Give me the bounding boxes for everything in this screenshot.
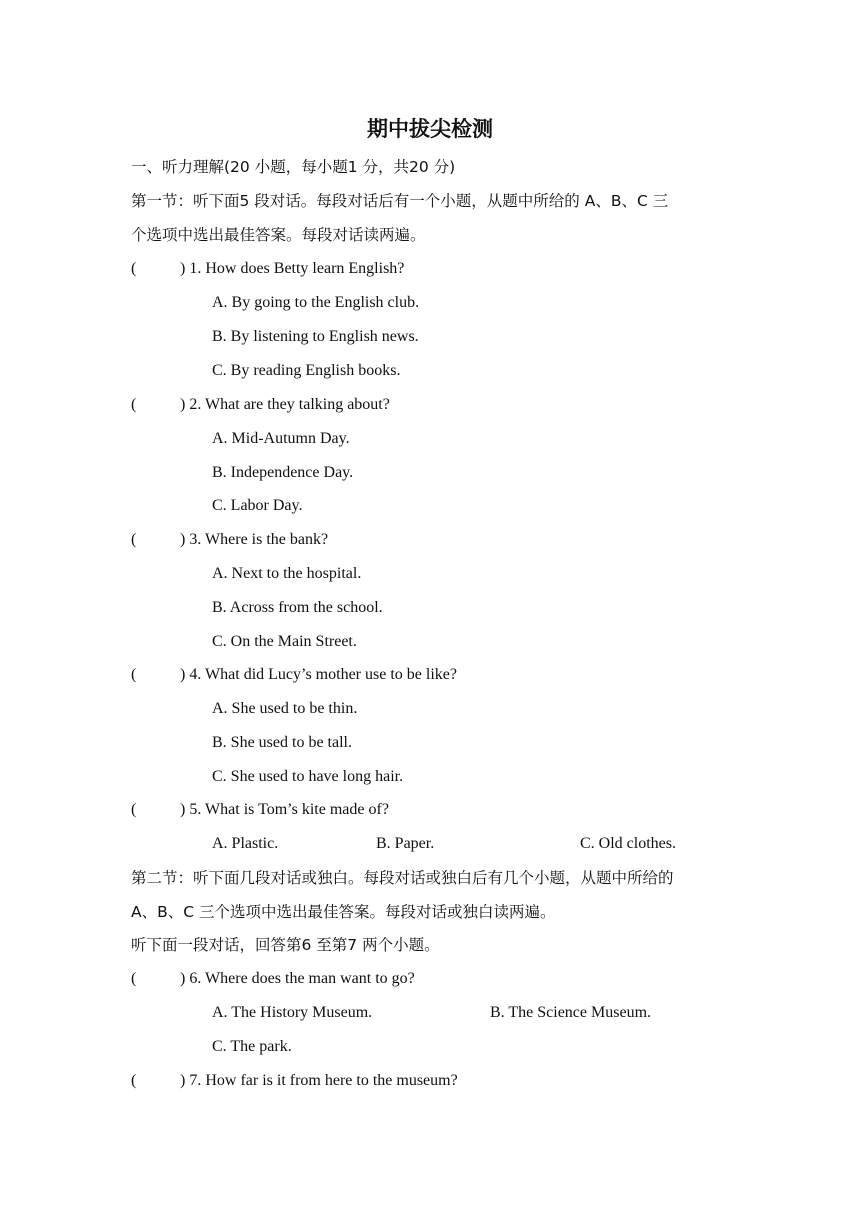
answer-paren: (: [131, 666, 137, 683]
question-text: ) 5. What is Tom’s kite made of?: [180, 801, 389, 818]
option-a: A. Next to the hospital.: [212, 565, 362, 582]
option-c: C. She used to have long hair.: [212, 768, 404, 785]
question-text: ) 6. Where does the man want to go?: [180, 970, 415, 987]
option-c: C. The park.: [212, 1038, 292, 1055]
part1-instruction-line1: 第一节：听下面5 段对话。每段对话后有一个小题，从题中所给的 A、B、C 三: [131, 192, 669, 210]
option-a: A. Plastic.: [212, 835, 279, 852]
question-2: [131, 394, 390, 416]
option-c: C. On the Main Street.: [212, 633, 357, 650]
page-title: 期中拔尖检测: [367, 117, 493, 141]
option-c: C. Labor Day.: [212, 497, 303, 514]
answer-paren: (: [131, 260, 137, 277]
section-heading: 一、听力理解(20 小题，每小题1 分，共20 分): [131, 158, 456, 176]
question-3: [131, 529, 328, 551]
question-text: ) 1. How does Betty learn English?: [180, 260, 405, 277]
option-a: A. By going to the English club.: [212, 294, 420, 311]
option-b: B. The Science Museum.: [490, 1004, 652, 1021]
part1-instruction-line2: 个选项中选出最佳答案。每段对话读两遍。: [131, 226, 426, 244]
answer-paren: (: [131, 1072, 137, 1089]
answer-paren: (: [131, 801, 137, 818]
question-1: [131, 258, 404, 280]
option-a: A. She used to be thin.: [212, 700, 358, 717]
question-text: ) 2. What are they talking about?: [180, 396, 390, 413]
option-b: B. By listening to English news.: [212, 328, 419, 345]
answer-paren: (: [131, 531, 137, 548]
group-instruction: 听下面一段对话，回答第6 至第7 两个小题。: [131, 936, 440, 954]
part2-instruction-line1: 第二节：听下面几段对话或独白。每段对话或独白后有几个小题，从题中所给的: [131, 869, 674, 887]
option-b: B. Across from the school.: [212, 599, 383, 616]
option-a: A. The History Museum.: [212, 1004, 373, 1021]
question-4: [131, 664, 457, 686]
answer-paren: (: [131, 396, 137, 413]
part2-instruction-line2: A、B、C 三个选项中选出最佳答案。每段对话或独白读两遍。: [131, 903, 556, 921]
question-5: [131, 799, 389, 821]
option-c: C. By reading English books.: [212, 362, 401, 379]
question-7: [131, 1070, 458, 1092]
option-b: B. She used to be tall.: [212, 734, 352, 751]
answer-paren: (: [131, 970, 137, 987]
option-b: B. Paper.: [376, 835, 435, 852]
question-text: ) 4. What did Lucy’s mother use to be like?: [180, 666, 457, 683]
option-c: C. Old clothes.: [580, 835, 676, 852]
option-a: A. Mid-Autumn Day.: [212, 430, 350, 447]
question-text: ) 3. Where is the bank?: [180, 531, 329, 548]
option-b: B. Independence Day.: [212, 464, 354, 481]
question-text: ) 7. How far is it from here to the museum?: [180, 1072, 458, 1089]
question-6: [131, 968, 415, 990]
